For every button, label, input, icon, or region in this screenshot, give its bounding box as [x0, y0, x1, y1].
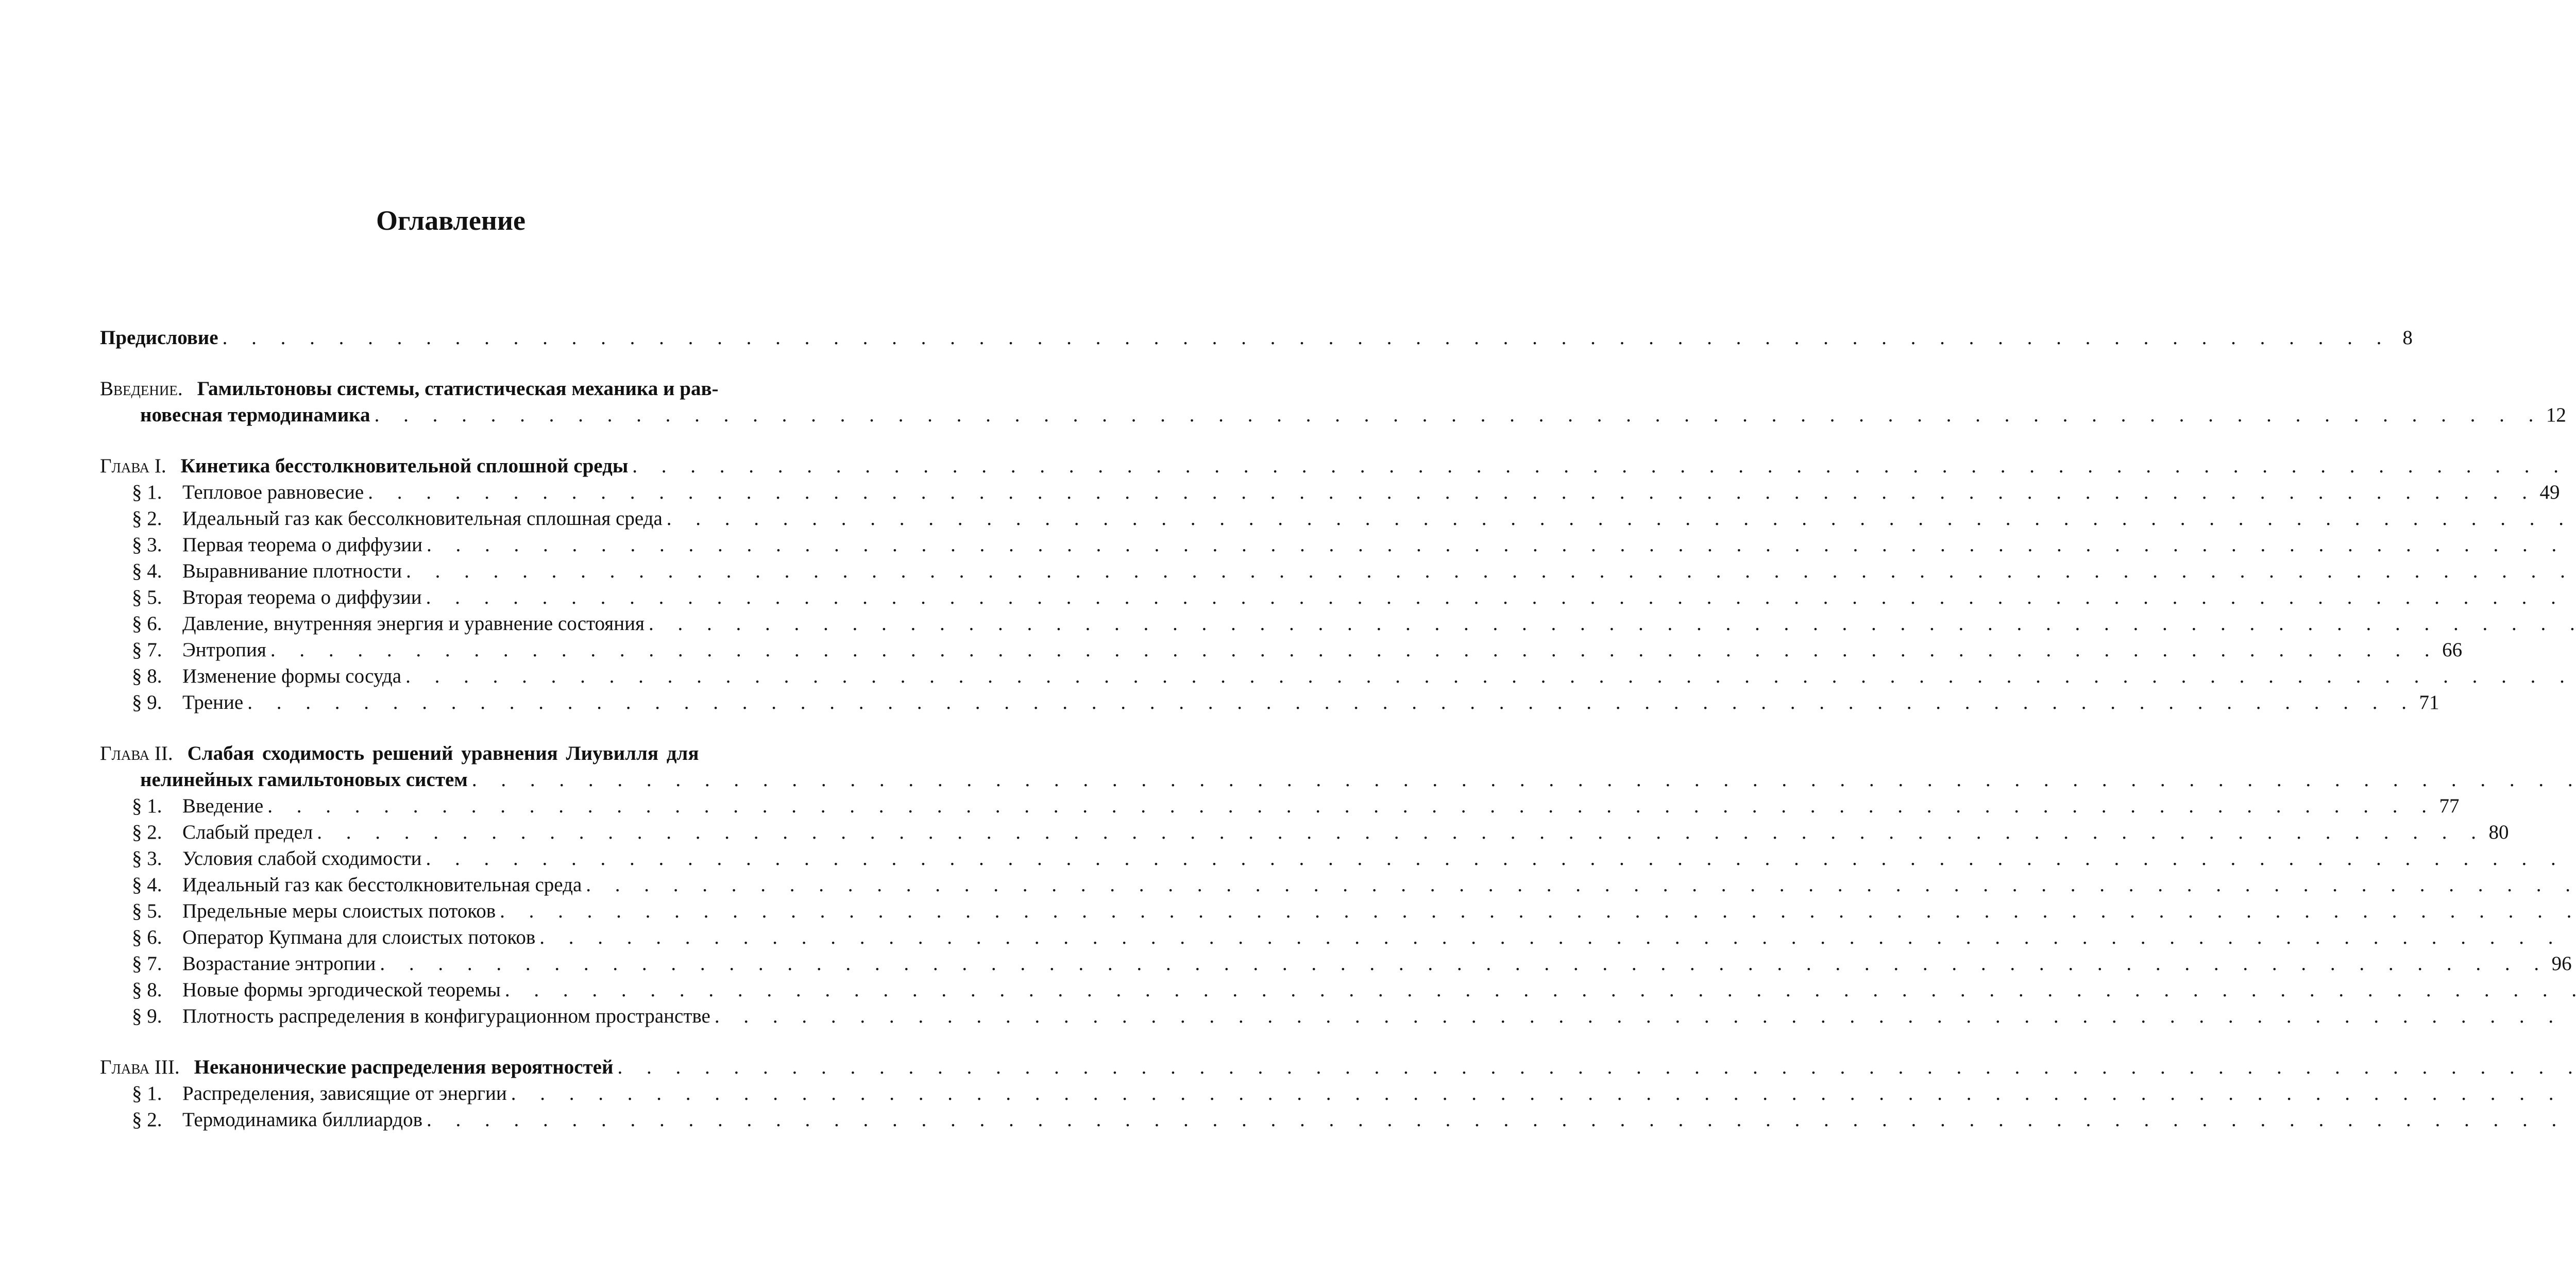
page-title: Оглавление: [376, 205, 526, 236]
leader-dots: [406, 558, 2574, 584]
leader-dots: [317, 819, 2485, 845]
toc-section-entry[interactable]: [100, 872, 802, 898]
leader-dots: [375, 402, 2543, 428]
toc-page-number: 12: [2546, 404, 2566, 426]
section-title: Идеальный газ как бессолкновительная сплошная среда: [182, 507, 663, 530]
section-title: Термодинамика биллиардов: [182, 1109, 423, 1131]
toc-entry-title-continued: нелинейных гамильтоновых систем: [140, 769, 468, 791]
section-number: § 3.: [132, 847, 162, 870]
section-title: Изменение формы сосуда: [182, 665, 402, 687]
toc-entry-heading: [100, 453, 628, 479]
section-number: § 4.: [132, 560, 162, 582]
toc-entry-title: Кинетика бесстолкновительной сплошной среды: [180, 455, 629, 477]
toc-entry-heading: [100, 1054, 613, 1080]
section-title: Слабый предел: [182, 821, 313, 843]
section-title: Выравнивание плотности: [182, 560, 402, 582]
toc-section-entry[interactable]: [100, 584, 802, 610]
section-number: § 7.: [132, 639, 162, 661]
chapter-label: Глава II.: [100, 742, 173, 764]
leader-dots: [405, 663, 2574, 689]
toc-section-entry[interactable]: [100, 610, 802, 637]
section-number: § 9.: [132, 691, 162, 713]
section-title: Предельные меры слоистых потоков: [182, 900, 496, 922]
chapter-label: Глава I.: [100, 455, 166, 477]
toc-page-number: 96: [2551, 953, 2572, 975]
toc-page-number: 71: [2419, 691, 2439, 713]
toc-section-entry[interactable]: [100, 689, 2439, 716]
toc-section-entry[interactable]: [100, 898, 802, 924]
section-number: § 1.: [132, 1082, 162, 1104]
toc-entry-title-continued: новесная термодинамика: [140, 404, 370, 426]
section-number: § 1.: [132, 481, 162, 503]
section-list: [100, 1080, 802, 1133]
section-number: § 1.: [132, 795, 162, 817]
section-title: Введение: [182, 795, 264, 817]
section-number: § 6.: [132, 926, 162, 948]
toc-section-entry[interactable]: [100, 637, 2463, 663]
leader-dots: [426, 584, 2576, 610]
section-number: § 4.: [132, 874, 162, 896]
chapter-label: Введение.: [100, 378, 183, 400]
section-title: Плотность распределения в конфигурационном пространстве: [182, 1005, 710, 1027]
section-title: Трение: [182, 691, 244, 713]
section-title: Условия слабой сходимости: [182, 847, 422, 870]
section-number: § 9.: [132, 1005, 162, 1027]
toc-entry-title: Предисловие: [100, 327, 218, 349]
toc-section-entry[interactable]: [100, 819, 2509, 845]
section-list: [100, 479, 2560, 716]
leader-dots: [649, 610, 2576, 637]
leader-dots: [617, 1054, 2576, 1080]
leader-dots: [505, 977, 2576, 1003]
table-of-contents: [100, 325, 2572, 1133]
section-title: Новые формы эргодической теоремы: [182, 979, 501, 1001]
leader-dots: [500, 898, 2576, 924]
leader-dots: [247, 689, 2416, 716]
toc-entry-chapter-2[interactable]: [100, 740, 802, 793]
section-title: Вторая теорема о диффузии: [182, 586, 422, 608]
toc-entry-title: Гамильтоновы системы, статистическая механика и рав-: [197, 378, 719, 400]
toc-entry-introduction[interactable]: [100, 376, 2566, 428]
toc-entry-title: Слабая сходимость решений уравнения Лиувилля для: [187, 742, 699, 764]
leader-dots: [539, 924, 2576, 950]
leader-dots: [270, 637, 2439, 663]
leader-dots: [472, 767, 2576, 793]
toc-page-number: 66: [2442, 639, 2463, 661]
leader-dots: [267, 793, 2436, 819]
toc-section-entry[interactable]: [100, 793, 2460, 819]
toc-entry-heading: [100, 740, 770, 767]
toc-entry-preface[interactable]: [100, 325, 2413, 351]
section-number: § 7.: [132, 953, 162, 975]
section-title: Энтропия: [182, 639, 266, 661]
toc-page-number: 80: [2488, 821, 2509, 843]
leader-dots: [427, 1107, 2576, 1133]
section-number: § 3.: [132, 534, 162, 556]
section-title: Распределения, зависящие от энергии: [182, 1082, 507, 1104]
toc-section-entry[interactable]: [100, 1107, 802, 1133]
leader-dots: [368, 479, 2536, 505]
leader-dots: [667, 505, 2576, 532]
leader-dots: [632, 453, 2576, 479]
toc-chapter-2: [100, 740, 2572, 1029]
toc-entry-title: Неканонические распределения вероятностей: [194, 1056, 614, 1078]
section-title: Давление, внутренняя энергия и уравнение состояния: [182, 613, 645, 635]
section-title: Идеальный газ как бесстолкновительная среда: [182, 874, 582, 896]
toc-section-entry[interactable]: [100, 558, 802, 584]
toc-page-number: 77: [2439, 795, 2460, 817]
toc-section-entry[interactable]: [100, 924, 802, 950]
section-number: § 2.: [132, 507, 162, 530]
section-number: § 6.: [132, 613, 162, 635]
section-title: Оператор Купмана для слоистых потоков: [182, 926, 536, 948]
toc-section-entry[interactable]: [100, 505, 802, 532]
toc-section-entry[interactable]: [100, 950, 2572, 977]
toc-section-entry[interactable]: [100, 663, 802, 689]
section-title: Первая теорема о диффузии: [182, 534, 422, 556]
toc-section-entry[interactable]: [100, 1080, 802, 1107]
chapter-label: Глава III.: [100, 1056, 180, 1078]
toc-chapter-1: [100, 453, 2560, 716]
section-number: § 8.: [132, 665, 162, 687]
section-number: § 5.: [132, 586, 162, 608]
leader-dots: [427, 532, 2576, 558]
section-title: Возрастание энтропии: [182, 953, 376, 975]
toc-section-entry[interactable]: [100, 532, 802, 558]
toc-page-number: 49: [2539, 481, 2560, 503]
leader-dots: [223, 325, 2391, 351]
toc-entry-heading: [100, 376, 719, 402]
toc-section-entry[interactable]: [100, 845, 802, 872]
section-number: § 2.: [132, 1109, 162, 1131]
leader-dots: [380, 950, 2548, 977]
section-number: § 2.: [132, 821, 162, 843]
toc-entry-chapter-3[interactable]: [100, 1054, 802, 1080]
leader-dots: [586, 872, 2576, 898]
toc-section-entry[interactable]: [100, 479, 2560, 505]
section-number: § 5.: [132, 900, 162, 922]
toc-page-number: 8: [2402, 327, 2413, 349]
section-title: Тепловое равновесие: [182, 481, 364, 503]
leader-dots: [715, 1003, 2576, 1029]
leader-dots: [511, 1080, 2576, 1107]
leader-dots: [426, 845, 2576, 872]
toc-section-entry[interactable]: [100, 977, 802, 1003]
toc-chapter-3: [100, 1054, 802, 1133]
toc-entry-chapter-1[interactable]: [100, 453, 802, 479]
toc-section-entry[interactable]: [100, 1003, 802, 1029]
section-number: § 8.: [132, 979, 162, 1001]
section-list: [100, 793, 2572, 1029]
